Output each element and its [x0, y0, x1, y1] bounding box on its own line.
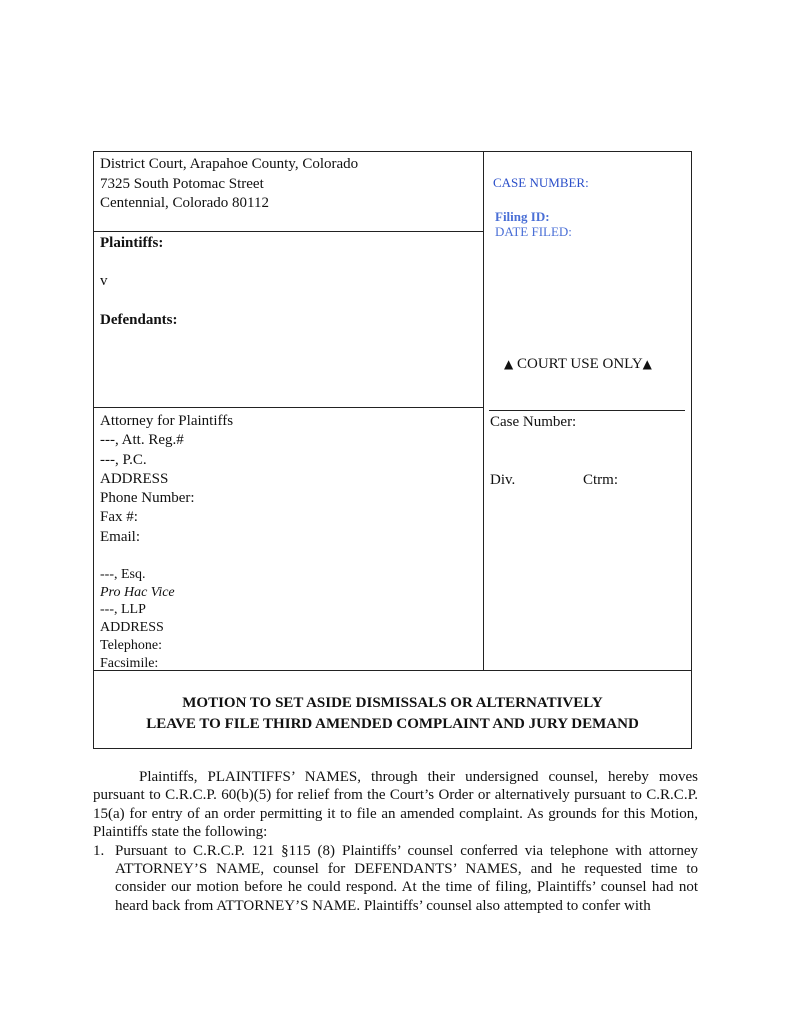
intro-paragraph: Plaintiffs, PLAINTIFFS’ NAMES, through their undersigned counsel, hereby moves pursuant to C.R.C.P. 60(b)(5) for relief from the Court’s Order or alternatively pursuant to C.R.C.P. 15(a) for entry of an order permitting it to file an amended complaint. As grounds for this Motion, Plaintiffs state the following:: [93, 769, 698, 841]
courtroom-label: Ctrm:: [583, 472, 619, 488]
attorney-block: [100, 412, 233, 547]
case-number-label: Case Number:: [490, 414, 577, 430]
pro-hac-block: [100, 566, 175, 672]
parties-divider: [94, 407, 483, 408]
attorney-reg: ---, Att. Reg.#: [100, 432, 184, 449]
court-city: Centennial, Colorado 80112: [100, 195, 269, 211]
versus-label: v: [100, 273, 108, 289]
court-divider: [94, 231, 483, 232]
attorney-role: Attorney for Plaintiffs: [100, 413, 234, 429]
caption-table: [93, 151, 692, 749]
motion-body: [93, 768, 698, 915]
pro-hac-telephone: Telephone:: [100, 637, 162, 653]
case-number-field: CASE NUMBER:: [493, 175, 589, 190]
list-item-number: 1.: [93, 842, 105, 859]
court-name: District Court, Arapahoe County, Colorado: [100, 156, 359, 172]
attorney-fax: Fax #:: [100, 509, 138, 526]
list-item-text: Pursuant to C.R.C.P. 121 §115 (8) Plaintiffs’ counsel conferred via telephone with attorney ATTORNEY’S NAME, counsel for DEFENDANTS’ NAMES, and he requested time to consider our motion before he could respond. At the time of filing, Plaintiffs’ counsel had not heard back from ATTORNEY’S NAME. Plaintiffs’ counsel also attempted to confer with: [115, 842, 698, 914]
pro-hac-name: ---, Esq.: [100, 567, 146, 582]
motion-title-line-2: LEAVE TO FILE THIRD AMENDED COMPLAINT AND JURY DEMAND: [146, 716, 639, 732]
court-street: 7325 South Potomac Street: [100, 175, 264, 192]
pro-hac-address: ADDRESS: [100, 620, 164, 636]
court-use-divider: [489, 410, 685, 411]
court-use-only-label: COURT USE ONLY: [516, 356, 643, 372]
motion-title: [94, 693, 691, 735]
date-filed-field: DATE FILED:: [495, 224, 572, 239]
court-use-marker-right: ▲: [642, 357, 652, 371]
attorney-phone: Phone Number:: [100, 490, 195, 507]
pro-hac-facsimile: Facsimile:: [100, 655, 159, 671]
pro-hac-status: Pro Hac Vice: [100, 584, 175, 600]
title-divider: [94, 670, 691, 671]
pro-hac-firm: ---, LLP: [100, 602, 146, 618]
filing-id-field: Filing ID:: [495, 209, 550, 224]
caption-column-divider: [483, 152, 484, 671]
list-item: [93, 842, 698, 916]
division-label: Div.: [490, 472, 516, 488]
attorney-firm: ---, P.C.: [100, 451, 147, 468]
plaintiffs-label: Plaintiffs:: [100, 235, 164, 251]
attorney-email: Email:: [100, 528, 140, 545]
defendants-label: Defendants:: [100, 312, 178, 328]
court-use-only: [504, 356, 652, 373]
court-use-marker-left: ▲: [504, 357, 514, 371]
court-address: [100, 155, 358, 214]
motion-title-line-1: MOTION TO SET ASIDE DISMISSALS OR ALTERNATIVELY: [182, 695, 603, 711]
attorney-address: ADDRESS: [100, 470, 169, 487]
